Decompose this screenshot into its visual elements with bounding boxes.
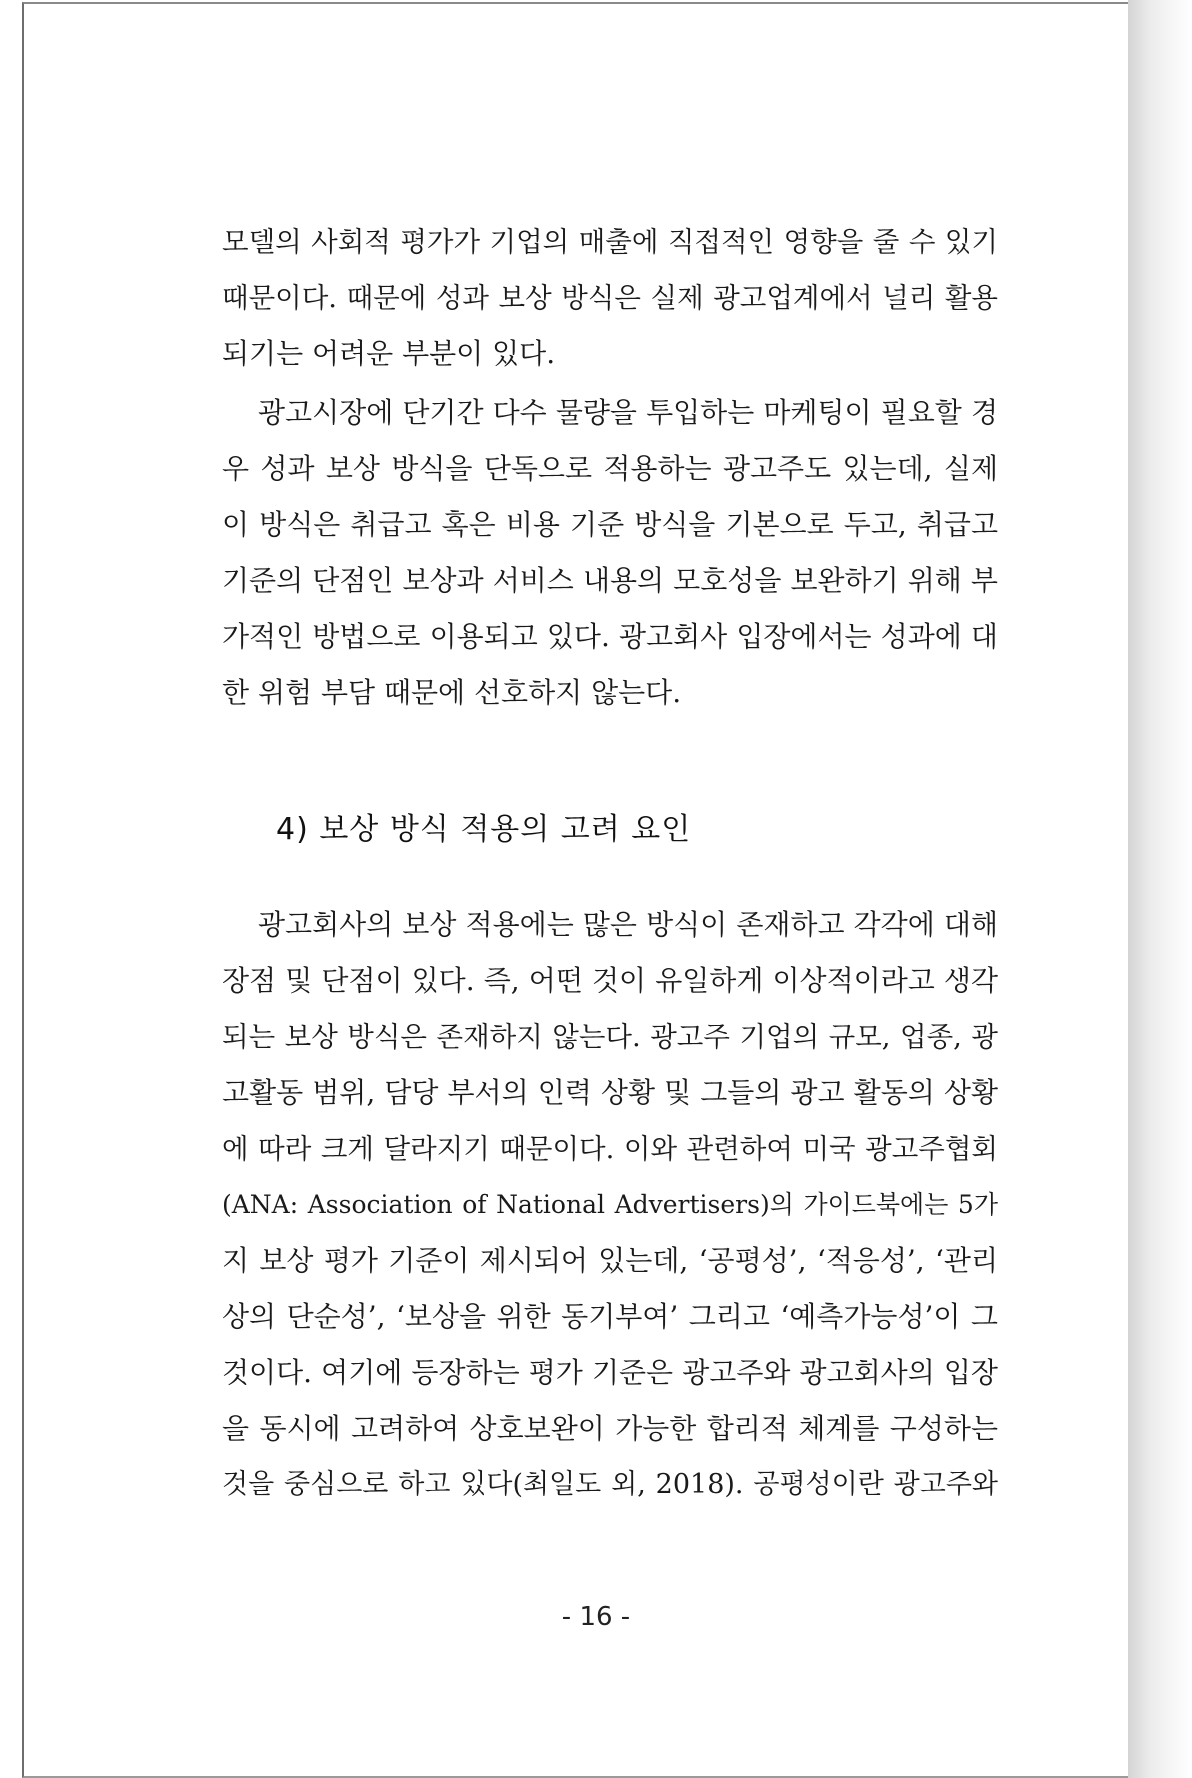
text-line: 고활동 범위, 담당 부서의 인력 상황 및 그들의 광고 활동의 상황 [222, 1076, 998, 1109]
page-edge-shadow [1128, 0, 1192, 1778]
text-line: 한 위험 부담 때문에 선호하지 않는다. [222, 676, 682, 709]
text-line: 상의 단순성’, ‘보상을 위한 동기부여’ 그리고 ‘예측가능성’이 그 [222, 1300, 998, 1333]
section-heading: 4) 보상 방식 적용의 고려 요인 [276, 812, 692, 847]
text-line: 모델의 사회적 평가가 기업의 매출에 직접적인 영향을 줄 수 있기 [222, 226, 998, 258]
text-line: 되는 보상 방식은 존재하지 않는다. 광고주 기업의 규모, 업종, 광 [222, 1021, 998, 1053]
text-line: 광고회사의 보상 적용에는 많은 방식이 존재하고 각각에 대해 [258, 908, 998, 941]
text-line: 을 동시에 고려하여 상호보완이 가능한 합리적 체계를 구성하는 [222, 1412, 998, 1445]
text-line: 가적인 방법으로 이용되고 있다. 광고회사 입장에서는 성과에 대 [222, 620, 998, 653]
text-line: 때문이다. 때문에 성과 보상 방식은 실제 광고업계에서 널리 활용 [222, 282, 998, 314]
text-line: 지 보상 평가 기준이 제시되어 있는데, ‘공평성’, ‘적응성’, ‘관리 [222, 1244, 998, 1277]
page-number: - 16 - [561, 1602, 631, 1632]
text-line: 것이다. 여기에 등장하는 평가 기준은 광고주와 광고회사의 입장 [222, 1356, 998, 1389]
text-line: 것을 중심으로 하고 있다(최일도 외, 2018). 공평성이란 광고주와 [222, 1469, 998, 1500]
text-line: 우 성과 보상 방식을 단독으로 적용하는 광고주도 있는데, 실제 [222, 452, 998, 485]
text-line: 기준의 단점인 보상과 서비스 내용의 모호성을 보완하기 위해 부 [222, 564, 998, 597]
text-line: 광고시장에 단기간 다수 물량을 투입하는 마케팅이 필요할 경 [258, 396, 998, 429]
document-page [22, 2, 1130, 1778]
text-line: 이 방식은 취급고 혹은 비용 기준 방식을 기본으로 두고, 취급고 [222, 508, 998, 541]
text-line: (ANA: Association of National Advertisers)의 가이드북에는 5가 [222, 1190, 998, 1219]
text-line: 되기는 어려운 부분이 있다. [222, 337, 556, 370]
text-line: 장점 및 단점이 있다. 즉, 어떤 것이 유일하게 이상적이라고 생각 [222, 964, 998, 997]
text-line: 에 따라 크게 달라지기 때문이다. 이와 관련하여 미국 광고주협회 [222, 1133, 998, 1165]
